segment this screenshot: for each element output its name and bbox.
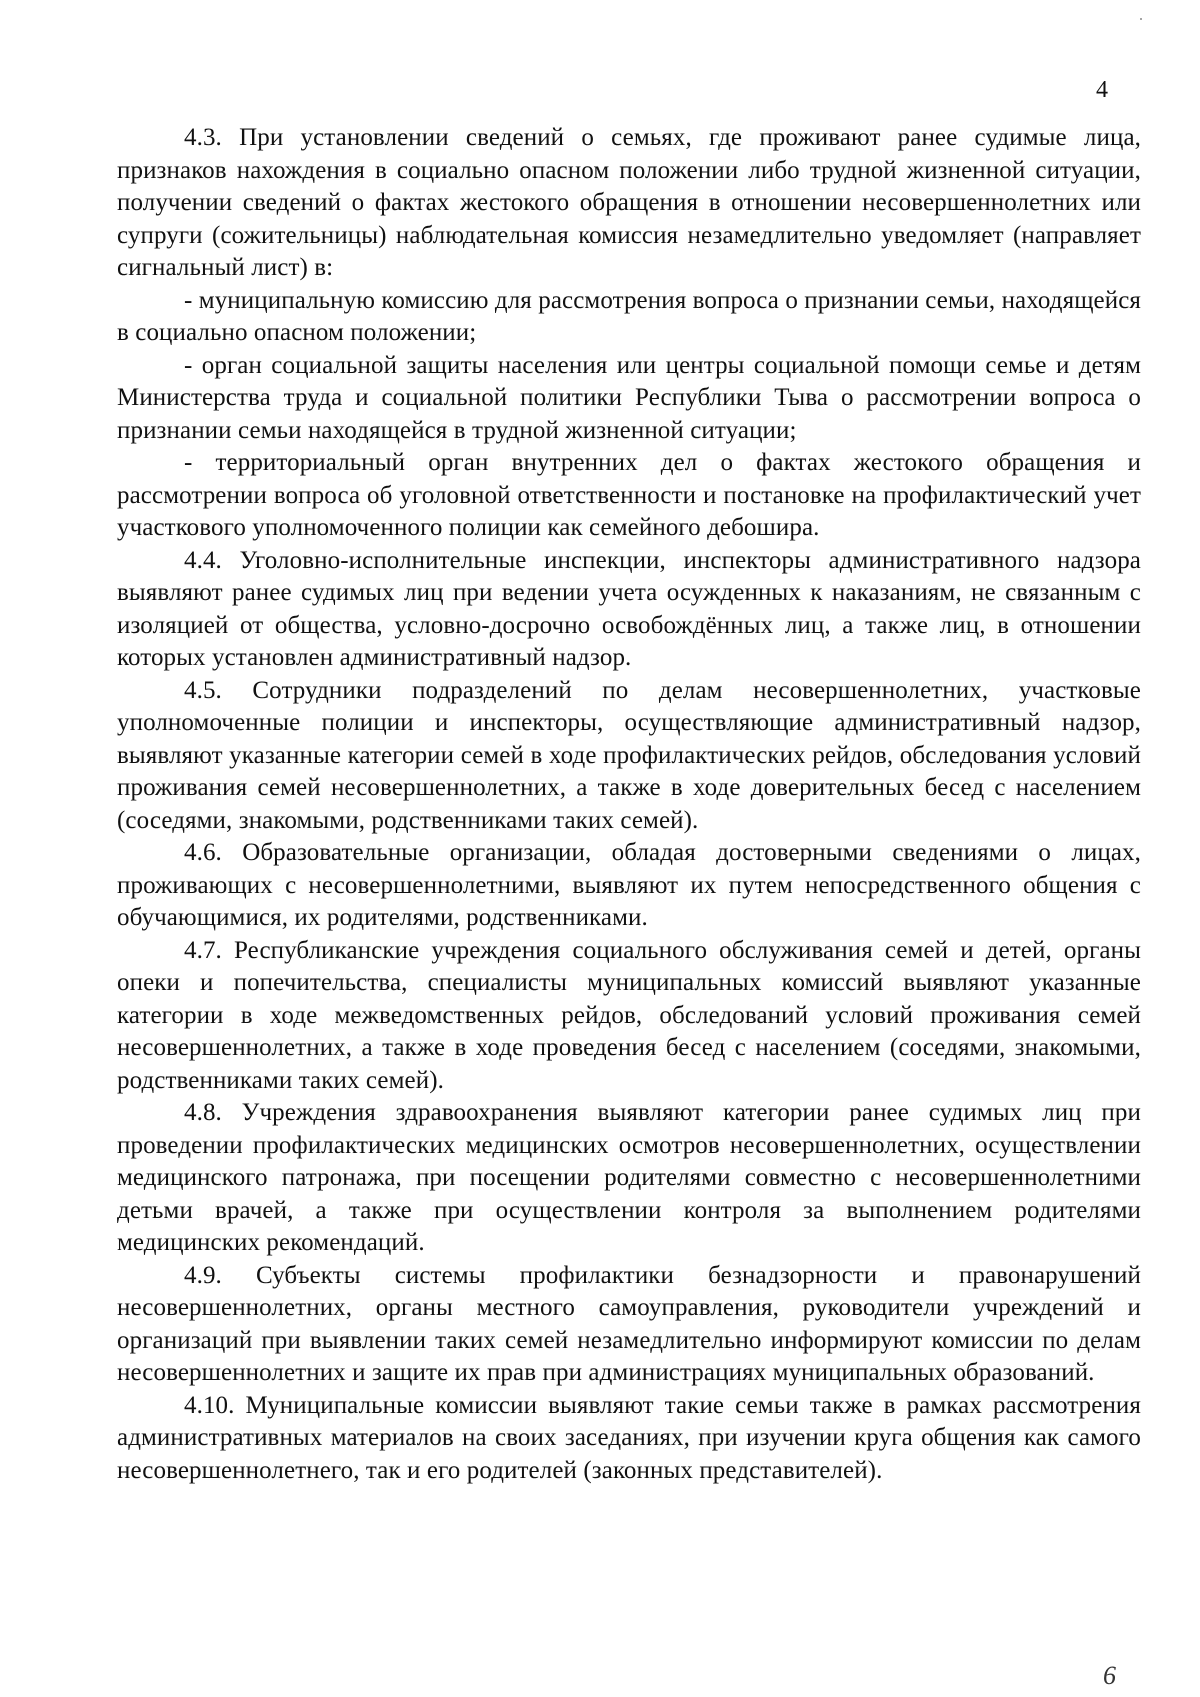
list-item-municipal-commission: - муниципальную комиссию для рассмотрения вопроса о признании семьи, находящейся в социально опасном положении;: [117, 286, 1142, 346]
list-item-internal-affairs: - территориальный орган внутренних дел о фактах жестокого обращения и рассмотрении вопроса об уголовной ответственности и постановке на профилактический учет участкового уполномоченного полиции как семейного дебошира.: [117, 449, 1141, 541]
list-item-social-protection: - орган социальной защиты населения или центры социальной помощи семье и детям Министерства труда и социальной политики Республики Тыва о рассмотрении вопроса о признании семьи находящейся в трудной жизненной ситуации;: [117, 351, 1141, 444]
page-number: 4: [1096, 77, 1108, 103]
paragraph-4-5: 4.5. Сотрудники подразделений по делам несовершеннолетних, участковые уполномоченные полиции и инспекторы, осуществляющие административный надзор, выявляют указанные категории семей в ходе профилактических рейдов, обследования условий проживания семей несовершеннолетних, а также в ходе доверительных бесед с населением (соседями, знакомыми, родственниками таких семей).: [117, 676, 1141, 834]
paragraph-4-8: 4.8. Учреждения здравоохранения выявляют категории ранее судимых лиц при проведении профилактических медицинских осмотров несовершеннолетних, осуществлении медицинского патронажа, при посещении родителями совместно с несовершеннолетними детьми врачей, а также при осуществлении контроля за выполнением родителями медицинских рекомендаций.: [117, 1099, 1141, 1256]
paragraph-4-10: 4.10. Муниципальные комиссии выявляют такие семьи также в рамках рассмотрения административных материалов на своих заседаниях, при изучении круга общения как самого несовершеннолетнего, так и его родителей (законных представителей).: [117, 1391, 1141, 1484]
paragraph-4-9: 4.9. Субъекты системы профилактики безнадзорности и правонарушений несовершеннолетних, органы местного самоуправления, руководители учреждений и организаций при выявлении таких семей незамедлительно информируют комиссии по делам несовершеннолетних и защите их прав при администрациях муниципальных образований.: [117, 1261, 1141, 1386]
handwritten-page-mark: 6: [1103, 1661, 1116, 1690]
paragraph-4-7: 4.7. Республиканские учреждения социального обслуживания семей и детей, органы опеки и попечительства, специалисты муниципальных комиссий выявляют указанные категории в ходе межведомственных рейдов, обследований условий проживания семей несовершеннолетних, а также в ходе проведения бесед с населением (соседями, знакомыми, родственниками таких семей).: [117, 936, 1141, 1094]
document-body: [117, 122, 1141, 1487]
paragraph-4-3: 4.3. При установлении сведений о семьях, где проживают ранее судимые лица, признаков нахождения в социально опасном положении либо трудной жизненной ситуации, получении сведений о фактах жестокого обращения в отношении несовершеннолетних или супруги (сожительницы) наблюдательная комиссия незамедлительно уведомляет (направляет сигнальный лист) в:: [117, 124, 1141, 281]
paragraph-4-4: 4.4. Уголовно-исполнительные инспекции, инспекторы административного надзора выявляют ранее судимых лиц при ведении учета осужденных к наказаниям, не связанным с изоляцией от общества, условно-досрочно освобождённых лиц, а также лиц, в отношении которых установлен административный надзор.: [117, 546, 1141, 671]
paragraph-4-6: 4.6. Образовательные организации, обладая достоверными сведениями о лицах, проживающих с несовершеннолетними, выявляют их путем непосредственного общения с обучающимися, их родителями, родственниками.: [117, 839, 1141, 931]
scan-speck: [1140, 18, 1142, 20]
